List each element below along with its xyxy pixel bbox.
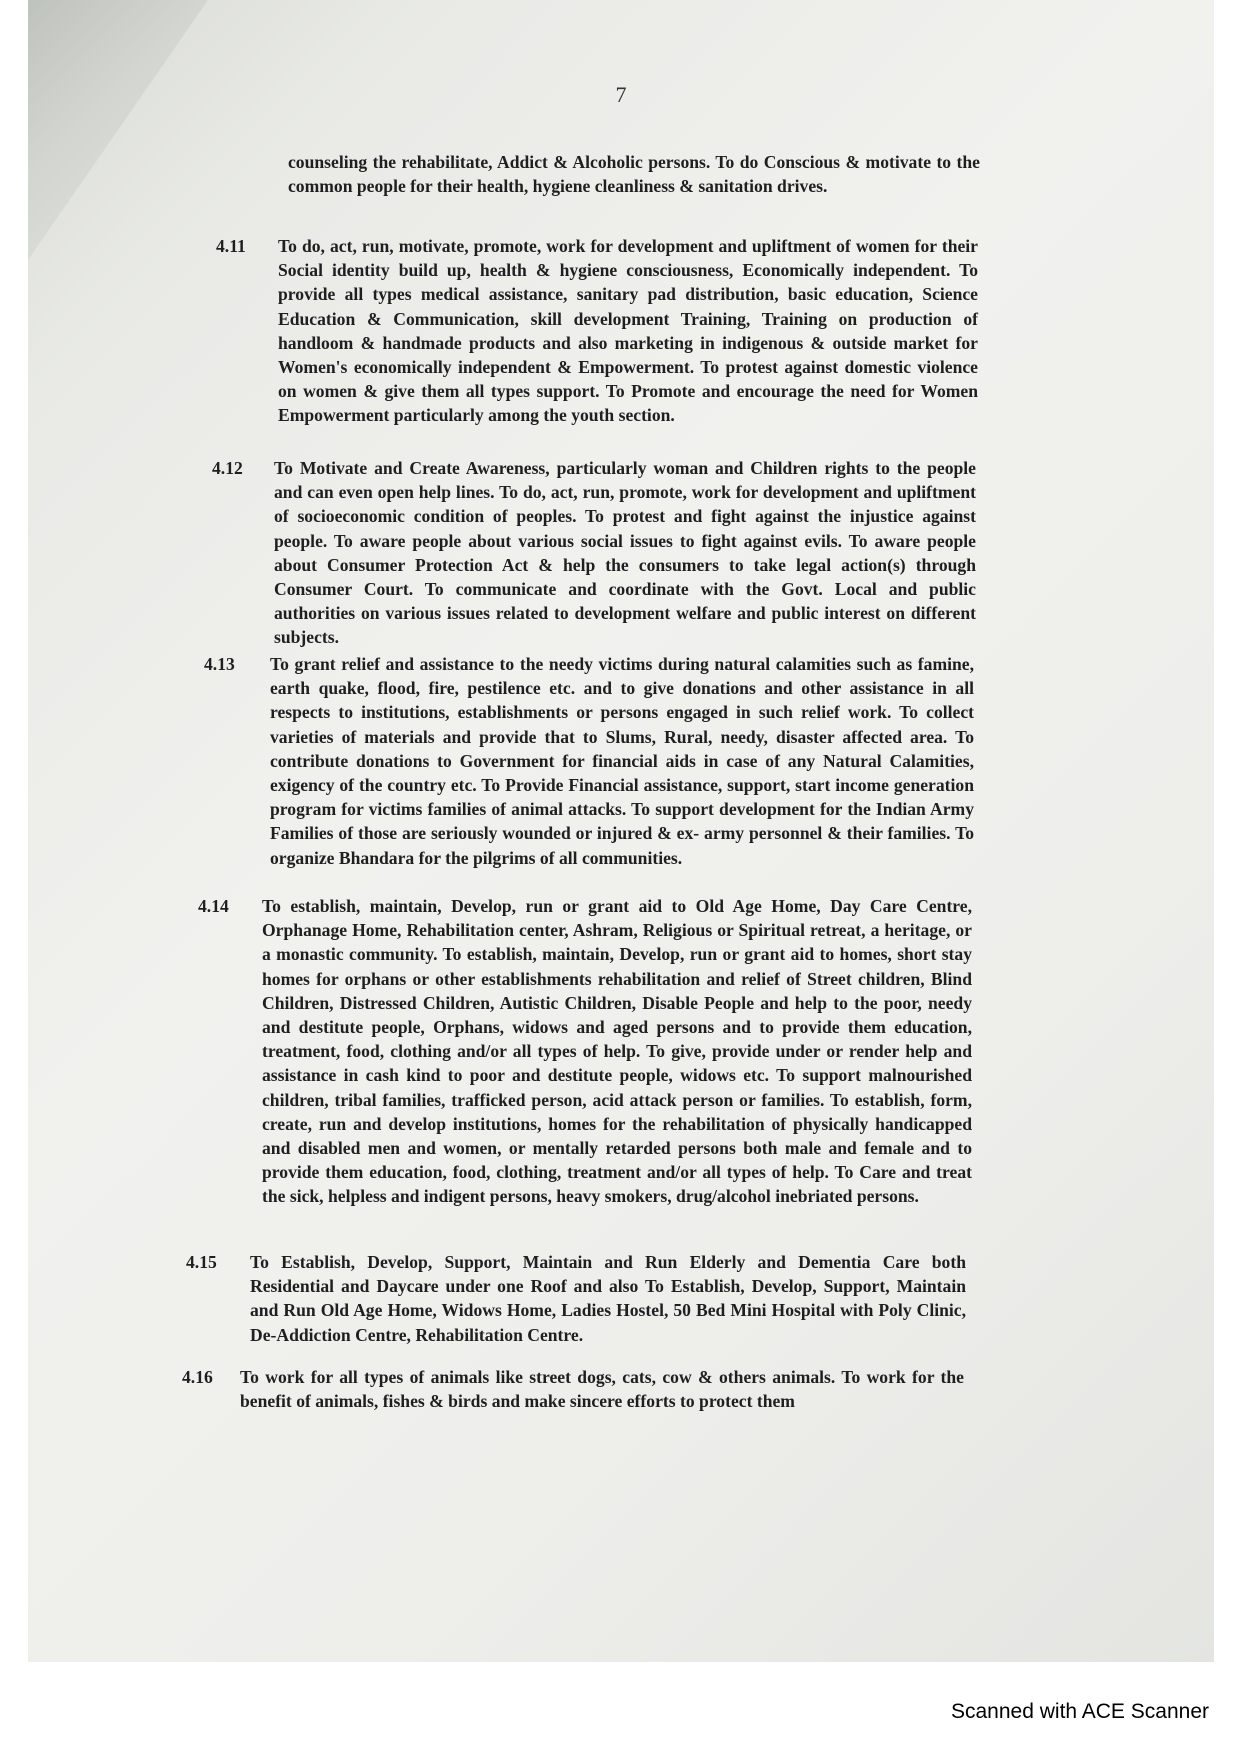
scanned-page-photo [28,0,1214,1662]
section-4-12 [212,456,976,650]
section-number: 4.16 [182,1367,213,1387]
intro-text: counseling the rehabilitate, Addict & Alcoholic persons. To do Conscious & motivate to the common people for their health, hygiene cleanliness & sanitation drives. [288,152,980,197]
page-fold-shadow [28,0,208,260]
section-number: 4.12 [212,458,243,478]
section-4-14 [198,894,972,1209]
section-4-15 [186,1250,966,1347]
section-text: To establish, maintain, Develop, run or grant aid to Old Age Home, Day Care Centre, Orphanage Home, Rehabilitation center, Ashram, Religious or Spiritual retreat, a heritage, or a monastic community. To establish, maintain, Develop, run or grant aid to homes, short stay homes for orphans or other establishments rehabilitation and relief of Street children, Blind Children, Distressed Children, Autistic Children, Disable People and help to the poor, needy and destitute people, Orphans, widows and aged persons and to provide them education, treatment, food, clothing and/or all types of help. To give, provide under or render help and assistance in cash kind to poor and destitute people, widows etc. To support malnourished children, tribal families, trafficked person, acid attack person or families. To establish, form, create, run and develop institutions, homes for the rehabilitation of physically handicapped and disabled men and women, or mentally retarded persons both male and female and to provide them education, food, clothing, treatment and/or all types of help. To Care and treat the sick, helpless and indigent persons, heavy smokers, drug/alcohol inebriated persons. [262,896,972,1207]
section-4-11 [216,234,978,428]
section-text: To do, act, run, motivate, promote, work for development and upliftment of women for their Social identity build up, health & hygiene consciousness, Economically independent. To provide all types medical assistance, sanitary pad distribution, basic education, Science Education & Communication, skill development Training, Training on production of handloom & handmade products and also marketing in indigenous & outside market for Women's economically independent & Empowerment. To protest against domestic violence on women & give them all types support. To Promote and encourage the need for Women Empowerment particularly among the youth section. [278,236,978,426]
section-text: To grant relief and assistance to the needy victims during natural calamities such as famine, earth quake, flood, fire, pestilence etc. and to give donations and other assistance in all respects to institutions, establishments or persons engaged in such relief work. To collect varieties of materials and provide that to Slums, Rural, needy, disaster affected area. To contribute donations to Government for financial aids in case of any Natural Calamities, exigency of the country etc. To Provide Financial assistance, support, start income generation program for victims families of animal attacks. To support development for the Indian Army Families of those are seriously wounded or injured & ex- army personnel & their families. To organize Bhandara for the pilgrims of all communities. [270,654,974,868]
section-number: 4.15 [186,1252,217,1272]
scanner-watermark: Scanned with ACE Scanner [951,1700,1209,1723]
section-4-16 [182,1365,964,1413]
section-number: 4.14 [198,896,229,916]
section-4-13 [204,652,974,870]
section-text: To work for all types of animals like street dogs, cats, cow & others animals. To work for the benefit of animals, fishes & birds and make sincere efforts to protect them [240,1367,964,1412]
intro-paragraph [288,150,980,198]
section-text: To Motivate and Create Awareness, particularly woman and Children rights to the people and can even open help lines. To do, act, run, promote, work for development and upliftment of socioeconomic condition of peoples. To protest and fight against the injustice against people. To aware people about various social issues to fight against evils. To aware people about Consumer Protection Act & help the consumers to take legal action(s) through Consumer Court. To communicate and coordinate with the Govt. Local and public authorities on various issues related to development welfare and public interest on different subjects. [274,458,976,648]
section-number: 4.11 [216,236,246,256]
section-number: 4.13 [204,654,235,674]
page-number: 7 [615,82,627,107]
section-text: To Establish, Develop, Support, Maintain and Run Elderly and Dementia Care both Residential and Daycare under one Roof and also To Establish, Develop, Support, Maintain and Run Old Age Home, Widows Home, Ladies Hostel, 50 Bed Mini Hospital with Poly Clinic, De-Addiction Centre, Rehabilitation Centre. [250,1252,966,1345]
